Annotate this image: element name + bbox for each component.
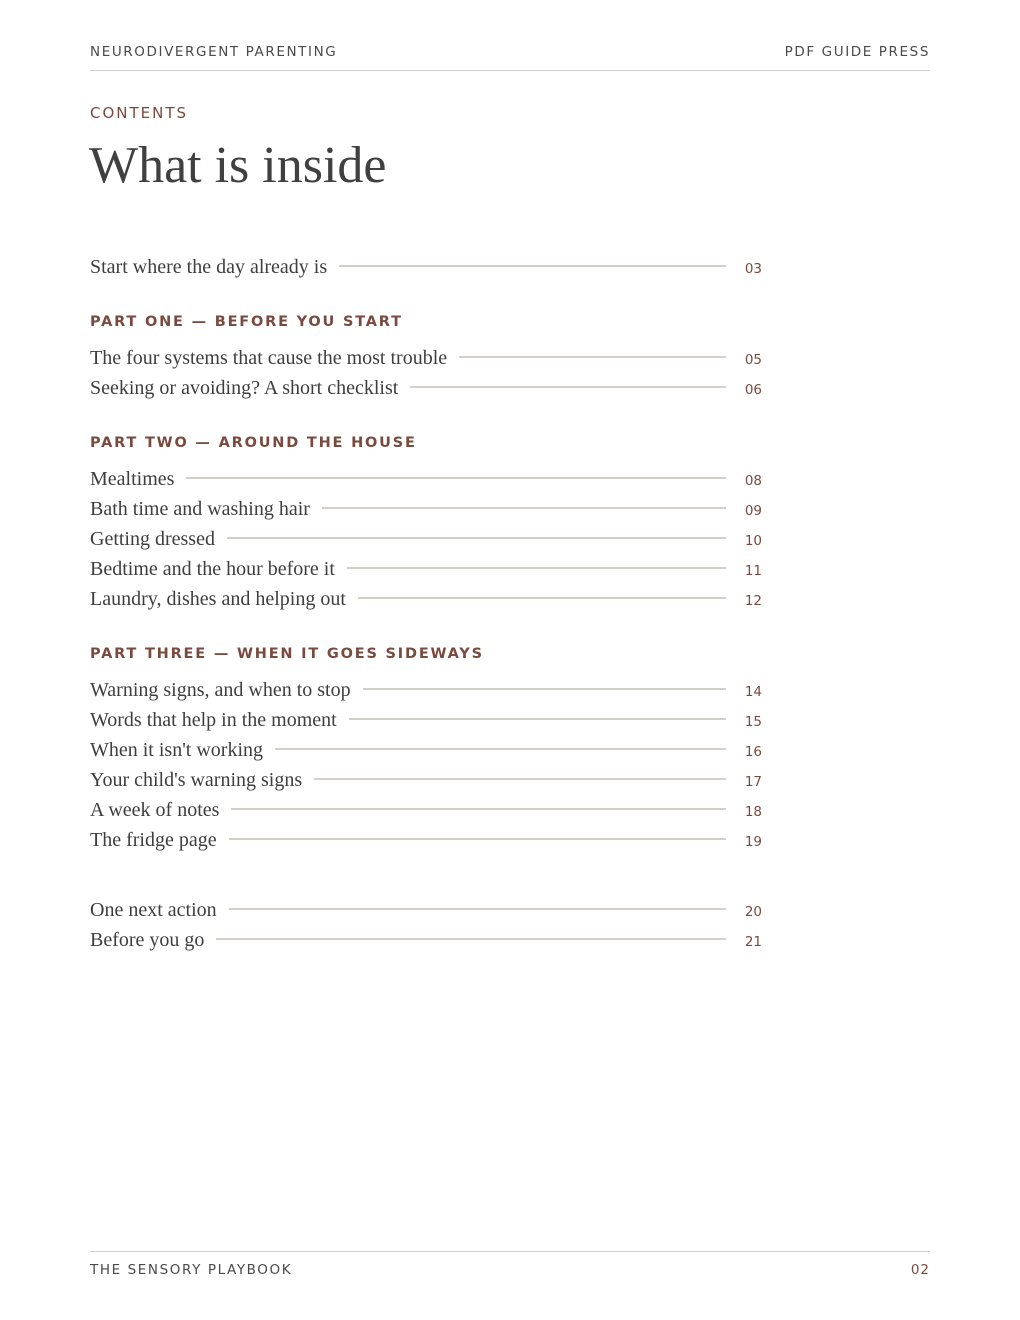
page-footer	[90, 1251, 930, 1278]
toc-entry[interactable]	[90, 829, 762, 859]
series-name: NEURODIVERGENT PARENTING	[90, 44, 338, 60]
toc-entry-label: Bath time and washing hair	[90, 498, 310, 520]
toc-entry-page: 15	[744, 714, 762, 730]
toc-leader-line	[186, 477, 726, 479]
toc-entry-label: The fridge page	[90, 829, 217, 851]
toc-entry-page: 05	[744, 352, 762, 368]
toc-leader-line	[349, 718, 726, 720]
toc-leader-line	[216, 938, 726, 940]
toc-leader-line	[231, 808, 726, 810]
toc-entry[interactable]	[90, 799, 762, 829]
toc-leader-line	[347, 567, 726, 569]
toc-entry[interactable]	[90, 769, 762, 799]
toc-entry[interactable]	[90, 739, 762, 769]
toc-leader-line	[314, 778, 726, 780]
toc-entry-page: 12	[744, 593, 762, 609]
toc-entry-page: 18	[744, 804, 762, 820]
toc-leader-line	[339, 265, 726, 267]
toc-leader-line	[363, 688, 726, 690]
toc-leader-line	[410, 386, 726, 388]
book-title: THE SENSORY PLAYBOOK	[90, 1262, 293, 1278]
toc-entry[interactable]	[90, 588, 762, 618]
toc-leader-line	[229, 908, 726, 910]
toc-entry-label: Warning signs, and when to stop	[90, 679, 351, 701]
table-of-contents	[90, 256, 762, 959]
page-title: What is inside	[89, 137, 387, 194]
toc-entry-label: One next action	[90, 899, 217, 921]
toc-entry-label: Words that help in the moment	[90, 709, 337, 731]
toc-entry-page: 03	[744, 261, 762, 277]
toc-entry-page: 11	[744, 563, 762, 579]
toc-entry-page: 16	[744, 744, 762, 760]
toc-entry-page: 20	[744, 904, 762, 920]
page-number: 02	[910, 1262, 930, 1278]
toc-entry-page: 21	[744, 934, 762, 950]
toc-entry[interactable]	[90, 679, 762, 709]
toc-entry[interactable]	[90, 558, 762, 588]
toc-entry[interactable]	[90, 929, 762, 959]
toc-entry-page: 09	[744, 503, 762, 519]
toc-entry-page: 06	[744, 382, 762, 398]
toc-entry[interactable]	[90, 347, 762, 377]
contents-eyebrow: CONTENTS	[90, 104, 189, 122]
toc-entry-label: Start where the day already is	[90, 256, 328, 278]
toc-entry-label: Before you go	[90, 929, 205, 951]
publisher-name: PDF GUIDE PRESS	[784, 44, 930, 60]
toc-entry[interactable]	[90, 899, 762, 929]
toc-entry-page: 08	[744, 473, 762, 489]
toc-leader-line	[459, 356, 726, 358]
toc-entry[interactable]	[90, 498, 762, 528]
toc-entry-label: Laundry, dishes and helping out	[90, 588, 346, 610]
toc-entry[interactable]	[90, 528, 762, 558]
toc-leader-line	[358, 597, 726, 599]
toc-entry-label: The four systems that cause the most trouble	[90, 347, 448, 369]
toc-entry-label: Seeking or avoiding? A short checklist	[90, 377, 399, 399]
toc-leader-line	[322, 507, 726, 509]
toc-entry-page: 19	[744, 834, 762, 850]
toc-leader-line	[227, 537, 726, 539]
toc-entry[interactable]	[90, 256, 762, 286]
toc-entry-label: Bedtime and the hour before it	[90, 558, 335, 580]
toc-entry-label: When it isn't working	[90, 739, 264, 761]
toc-entry-label: Mealtimes	[90, 468, 175, 490]
part-heading: PART THREE — WHEN IT GOES SIDEWAYS	[90, 646, 484, 662]
toc-entry-label: Your child's warning signs	[90, 769, 303, 791]
part-heading: PART ONE — BEFORE YOU START	[90, 314, 403, 330]
toc-leader-line	[229, 838, 726, 840]
toc-entry-label: A week of notes	[90, 799, 220, 821]
toc-entry-page: 10	[744, 533, 762, 549]
toc-entry-page: 17	[744, 774, 762, 790]
section-gap	[90, 859, 762, 899]
toc-entry[interactable]	[90, 709, 762, 739]
toc-entry-page: 14	[744, 684, 762, 700]
part-heading: PART TWO — AROUND THE HOUSE	[90, 435, 417, 451]
toc-entry[interactable]	[90, 468, 762, 498]
toc-leader-line	[275, 748, 726, 750]
toc-entry[interactable]	[90, 377, 762, 407]
toc-entry-label: Getting dressed	[90, 528, 215, 550]
running-header	[90, 44, 930, 71]
